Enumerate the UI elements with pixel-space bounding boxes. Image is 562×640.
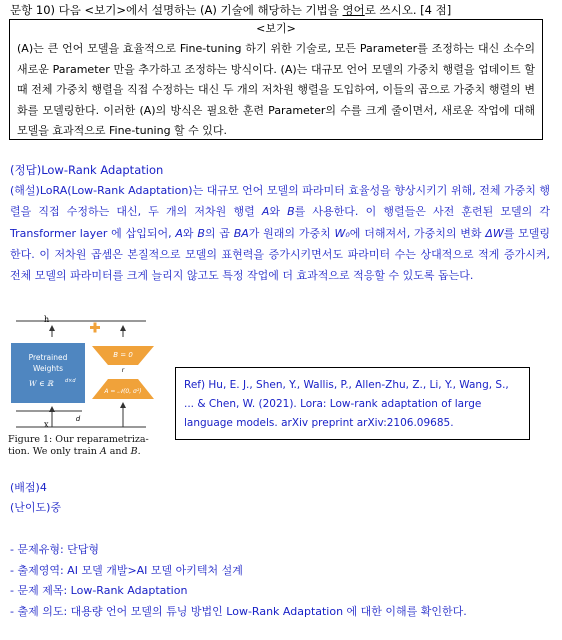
score-text: (배점)4 bbox=[10, 481, 47, 494]
meta-item: - 문제유형: 단답형 bbox=[10, 540, 467, 561]
diagram-h-label: h bbox=[44, 315, 50, 324]
example-box-text: (A)는 큰 언어 모델을 효율적으로 Fine-tuning 하기 위한 기술로, 모든 Parameter를 조정하는 대신 소수의 새로운 Parameter 만을 추가하고 조정하는 방식이다. (A)는 대규모 언어 모델의 가중치 행렬을 업데이트 할 때 전체 가중치 행렬을 직접 수정하는 대신 두 개의 저차원 행렬을 도입하여, 이들의 곱으로 가중치 행렬의 변화를 모델링한다. 이러한 (A)의 방식은 필요한 훈련 Parameter의 수를 크게 줄이면서, 새로운 작업에 대해 모델을 효과적으로 Fine-tuning 할 수 있다. bbox=[17, 42, 535, 137]
explanation-var: B bbox=[197, 226, 205, 240]
answer-text: (정답)Low-Rank Adaptation bbox=[10, 163, 164, 177]
question-prompt bbox=[10, 2, 451, 18]
explanation-part: (해설)LoRA(Low-Rank Adaptation)는 대규모 언어 모델의 파라미터 효율성을 향상시키기 위해, 전체 가중치 행렬을 직접 수정하는 대신, 두 개의 저차원 행렬 bbox=[10, 184, 550, 219]
difficulty-text: (난이도)중 bbox=[10, 501, 62, 514]
diagram-x-label: x bbox=[44, 420, 49, 429]
weight-symbol: W ∈ ℝ bbox=[28, 379, 54, 388]
caption-line1: Figure 1: Our reparametriza- bbox=[8, 434, 149, 445]
meta-item: - 출제 의도: 대용량 언어 모델의 튜닝 방법인 Low-Rank Adaptation 에 대한 이해를 확인한다. bbox=[10, 602, 467, 623]
plus-icon bbox=[90, 323, 100, 333]
explanation-part: 에 더해져서, 가중치의 변화 bbox=[349, 226, 486, 240]
meta-item: - 출제영역: AI 모델 개발>AI 모델 아키텍처 설계 bbox=[10, 561, 467, 582]
explanation-part: 와 bbox=[182, 226, 198, 240]
figure-caption bbox=[8, 434, 164, 458]
matrix-a-label: A = 𝒩(0, σ²) bbox=[104, 388, 142, 395]
explanation-var: A bbox=[261, 205, 270, 219]
explanation-var: BA bbox=[233, 226, 249, 240]
explanation-var: B bbox=[287, 205, 295, 219]
caption-part: . bbox=[137, 446, 141, 457]
caption-var: B bbox=[130, 446, 138, 457]
explanation-var: W₀ bbox=[334, 226, 350, 240]
caption-part: tion. We only train bbox=[8, 446, 100, 457]
caption-part: and bbox=[106, 446, 131, 457]
question-prefix: 문항 10) 다음 <보기>에서 설명하는 (A) 기술에 해당하는 기법을 bbox=[10, 3, 343, 17]
example-box bbox=[9, 19, 543, 140]
explanation-var: A bbox=[175, 226, 183, 240]
matrix-b-label: B = 0 bbox=[113, 351, 133, 359]
weight-dimension: d×d bbox=[65, 378, 76, 384]
meta-item: - 문제 제목: Low-Rank Adaptation bbox=[10, 581, 467, 602]
caption-var: A bbox=[99, 446, 107, 457]
explanation-part: 를 사용한다. 이 행렬들은 사전 훈련된 모델의 각 Transformer layer 에 삽입되어, bbox=[10, 205, 550, 240]
rank-r-label: r bbox=[121, 367, 125, 374]
pretrained-line1: Pretrained bbox=[28, 353, 68, 362]
question-underlined: 영어 bbox=[342, 3, 365, 17]
pretrained-weights-block bbox=[11, 343, 85, 403]
example-box-title: <보기> bbox=[256, 22, 296, 35]
explanation-text bbox=[10, 180, 550, 286]
explanation-var: ΔW bbox=[485, 226, 504, 240]
explanation-part: 와 bbox=[269, 205, 288, 219]
explanation-part: 를 모델링한다. 이 저차원 곱셈은 본질적으로 모델의 표현력을 증가시키면서도 파라미터 수는 상대적으로 적게 증가시켜, 전체 모델의 파라미터를 크게 늘리지 않고도 특정 작업에 더 효과적으로 적응할 수 있도록 돕는다. bbox=[10, 226, 551, 283]
explanation-part: 가 원래의 가중치 bbox=[248, 226, 335, 240]
meta-list bbox=[10, 540, 467, 622]
question-suffix: 로 쓰시오. [4 점] bbox=[364, 3, 452, 17]
pretrained-line2: Weights bbox=[32, 364, 64, 373]
reference-box: Ref) Hu, E. J., Shen, Y., Wallis, P., Allen-Zhu, Z., Li, Y., Wang, S., ... & Chen, W. (2021). Lora: Low-rank adaptation of large language models. arXiv preprint arXiv:2106.09685. bbox=[175, 367, 530, 440]
caption-line2 bbox=[8, 446, 164, 458]
explanation-part: 의 곱 bbox=[204, 226, 234, 240]
dimension-d-label: d bbox=[75, 415, 81, 423]
